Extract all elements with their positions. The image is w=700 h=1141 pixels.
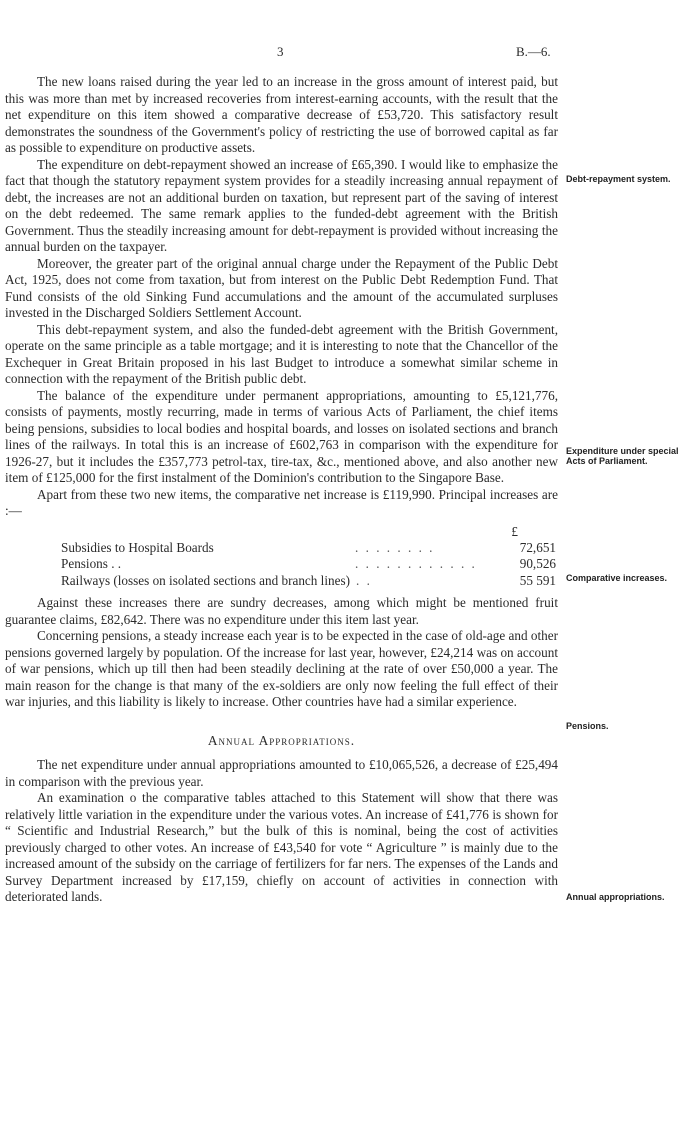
row-label: Subsidies to Hospital Boards bbox=[61, 539, 214, 555]
increases-table bbox=[5, 524, 558, 590]
leader-dots: . . . . . . . . bbox=[355, 539, 435, 555]
table-row bbox=[5, 573, 558, 590]
side-note-comparative-increases: Comparative increases. bbox=[566, 573, 668, 583]
table-row bbox=[5, 556, 558, 573]
section-heading: Annual Appropriations. bbox=[207, 732, 356, 748]
paragraph-loans: The new loans raised during the year led to an increase in the gross amount of interest paid, but this was more than met by increased recoveries from interest-earning accounts, with the result that the net expenditure on this item showed a comparative decrease of £53,720. This satisfactory result demonstrates the soundness of the Government's policy of restricting the use of borrowed capital as far as possible to expenditure on productive assets. bbox=[5, 74, 558, 155]
side-note-annual-appropriations: Annual appropriations. bbox=[566, 892, 665, 902]
paragraph-decreases: Against these increases there are sundry decreases, among which might be mentioned fruit guarantee claims, £82,642. There was no expenditure under this item last year. bbox=[5, 595, 558, 627]
document-reference: B.—6. bbox=[516, 44, 551, 59]
row-value: 72,651 bbox=[519, 539, 556, 555]
document-body bbox=[5, 74, 558, 906]
page-number: 3 bbox=[277, 44, 284, 59]
side-note-pensions: Pensions. bbox=[566, 721, 609, 731]
paragraph-debt-repayment: The expenditure on debt-repayment showed an increase of £65,390. I would like to emphasize the fact that though the statutory repayment system provides for a steadily increasing annual repayment of debt, the increases are not an additional burden on taxation, but represent part of the saving of interest on the debt redeemed. The same remark applies to the funded-debt agreement with the British Government. Thus the steadily increasing amount for debt-repayment is provided without increasing the annual burden on the taxpayer. bbox=[5, 156, 558, 254]
row-value: 55 591 bbox=[519, 572, 556, 588]
paragraph-principal-increases: Apart from these two new items, the comparative net increase is £119,990. Principal increases are :— bbox=[5, 486, 558, 518]
row-label: Railways (losses on isolated sections and branch lines) bbox=[61, 572, 350, 588]
row-value: 90,526 bbox=[519, 556, 556, 571]
paragraph-table-mortgage: This debt-repayment system, and also the funded-debt agreement with the British Government, operate on the same principle as a table mortgage; and it is interesting to note that the Chancellor of the Exchequer in Great Britain proposed in his last Budget to introduce a somewhat similar scheme in connection with the repayment of the British public debt. bbox=[5, 321, 558, 386]
page-header bbox=[0, 44, 700, 60]
paragraph-annual-appropriations: The net expenditure under annual appropriations amounted to £10,065,526, a decrease of £25,494 in comparison with the previous year. bbox=[5, 757, 558, 789]
table-row bbox=[5, 540, 558, 557]
side-note-debt-repayment: Debt-repayment system. bbox=[566, 174, 671, 184]
leader-dots: . . . . . . . . . . . . bbox=[355, 556, 477, 571]
table-unit: £ bbox=[511, 523, 518, 539]
paragraph-pensions: Concerning pensions, a steady increase each year is to be expected in the case of old-age and other pensions governed largely by population. Of the increase for last year, however, £24,214 was on account of war pensions, which up till then had been steadily declining at the rate of over £50,000 a year. The main reason for the change is that many of the ex-soldiers are only now feeling the full effect of their war injuries, and this liability is likely to increase. Other countries have had a similar experience. bbox=[5, 628, 558, 709]
paragraph-comparative-tables: An examination o the comparative tables attached to this Statement will show that there was relatively little variation in the expenditure under the various votes. An increase of £41,776 is shown for “ Scientific and Industrial Research,” but the bulk of this is nominal, being the cost of activities previously charged to other votes. An increase of £43,540 for vote “ Agriculture ” is mainly due to the increased amount of the subsidy on the carriage of fertilizers for far ners. The expenses of the Lands and Survey Department increased by £17,159, chiefly on account of activities in connection with deteriorated lands. bbox=[5, 790, 558, 904]
side-note-expenditure-acts: Expenditure under special Acts of Parliament. bbox=[566, 446, 679, 466]
paragraph-permanent-appropriations: The balance of the expenditure under permanent appropriations, amounting to £5,121,776, consists of payments, mostly recurring, made in terms of various Acts of Parliament, the chief items being pensions, subsidies to local bodies and hospital boards, and losses on isolated sections and branch lines of the railways. In total this is an increase of £602,763 in comparison with the expenditure for 1926-27, but it includes the £357,773 petrol-tax, tire-tax, &c., mentioned above, and also another new item of £125,000 for the first instalment of the Dominion's contribution to the Singapore Base. bbox=[5, 387, 558, 485]
paragraph-public-debt-act: Moreover, the greater part of the original annual charge under the Repayment of the Public Debt Act, 1925, does not come from taxation, but from interest on the Public Debt Redemption Fund. That Fund consists of the old Sinking Fund accumulations and the amount of the accumulated surpluses invested in the Discharged Soldiers Settlement Account. bbox=[5, 255, 558, 320]
row-label: Pensions . . bbox=[61, 556, 122, 571]
leader-dots: . . bbox=[355, 572, 372, 588]
